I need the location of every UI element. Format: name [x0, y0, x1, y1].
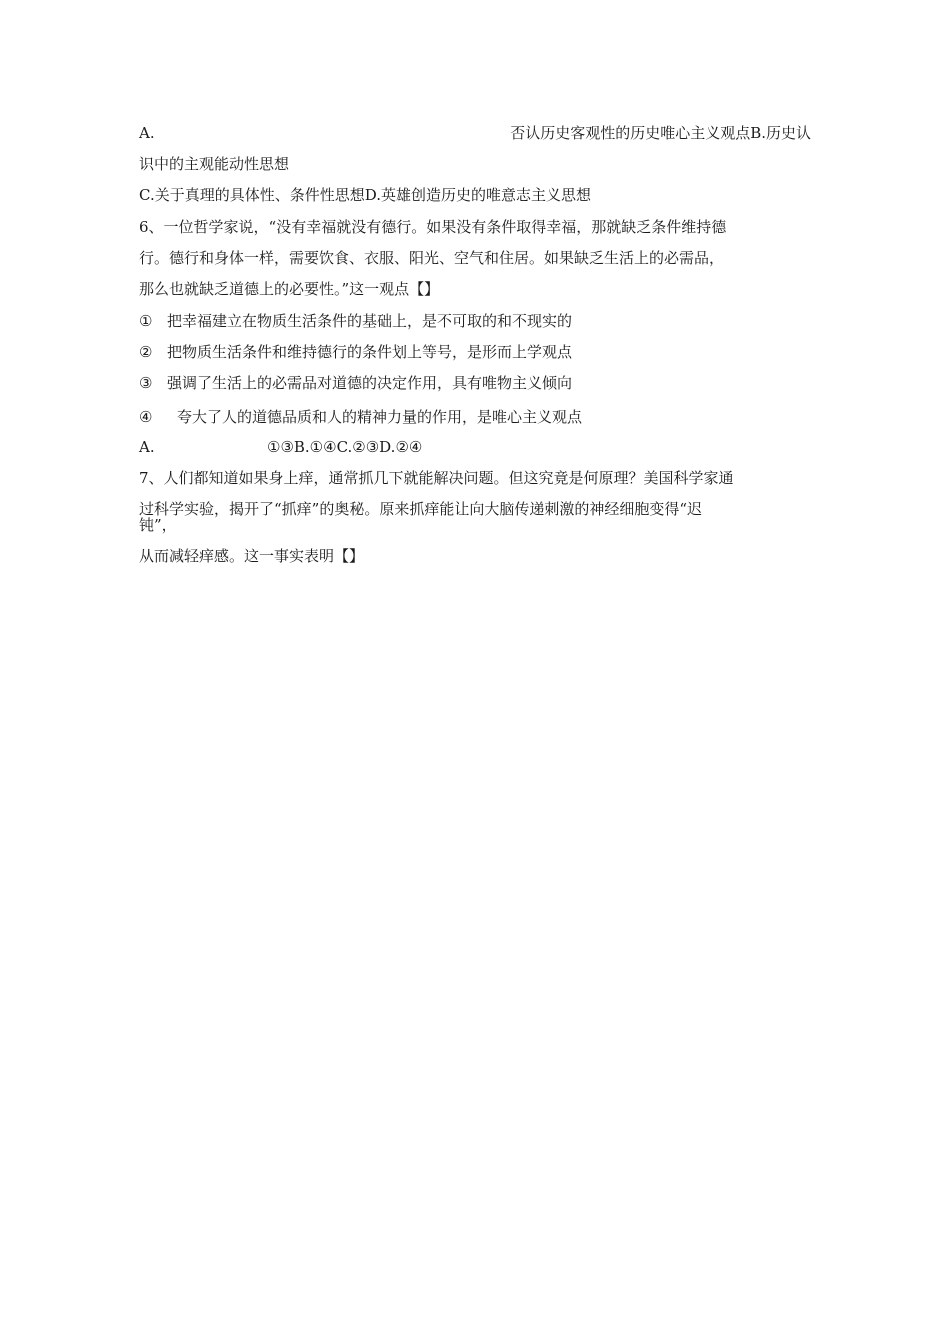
q6-item-number: ② [139, 343, 153, 361]
q6-item-1 [139, 312, 811, 330]
q6-item-text: 强调了生活上的必需品对道德的决定作用，具有唯物主义倾向 [167, 374, 573, 392]
q6-stem-line-1: 6、一位哲学家说，“没有幸福就没有德行。如果没有条件取得幸福，那就缺乏条件维持德 [139, 218, 727, 236]
q6-stem-line-3: 那么也就缺乏道德上的必要性。”这一观点【】 [139, 280, 440, 298]
q6-item-text: 把物质生活条件和维持德行的条件划上等号，是形而上学观点 [167, 343, 573, 361]
q7-stem-line-2b: 钝”， [139, 516, 177, 534]
q7-stem-line-1: 7、人们都知道如果身上痒，通常抓几下就能解决问题。但这究竟是何原理？美国科学家通 [139, 469, 734, 487]
q5-option-a-row [139, 124, 811, 142]
q5-line-3: C.关于真理的具体性、条件性思想D.英雄创造历史的唯意志主义思想 [139, 186, 591, 204]
q5-option-a-text: 否认历史客观性的历史唯心主义观点B.历史认 [510, 124, 811, 142]
q6-answer-options: ①③B.①④C.②③D.②④ [267, 438, 423, 456]
q5-option-a-label: A. [139, 124, 155, 142]
q6-item-4 [139, 408, 811, 426]
q6-stem-line-2: 行。德行和身体一样，需要饮食、衣服、阳光、空气和住居。如果缺乏生活上的必需品， [139, 249, 725, 267]
q6-item-2 [139, 343, 811, 361]
q6-answer-row [139, 438, 811, 456]
q6-item-number: ④ [139, 408, 153, 426]
q6-item-3 [139, 374, 811, 392]
q6-answer-label: A. [139, 438, 155, 456]
q6-item-text: 夸大了人的道德品质和人的精神力量的作用，是唯心主义观点 [177, 408, 583, 426]
q6-item-number: ① [139, 312, 153, 330]
q7-stem-line-2a: 过科学实验，揭开了“抓痒”的奥秘。原来抓痒能让向大脑传递刺激的神经细胞变得“迟 [139, 500, 703, 518]
q6-item-text: 把幸福建立在物质生活条件的基础上，是不可取的和不现实的 [167, 312, 573, 330]
q6-item-number: ③ [139, 374, 153, 392]
q7-stem-line-3: 从而减轻痒感。这一事实表明【】 [139, 547, 365, 565]
q5-line-2: 识中的主观能动性思想 [139, 155, 290, 173]
